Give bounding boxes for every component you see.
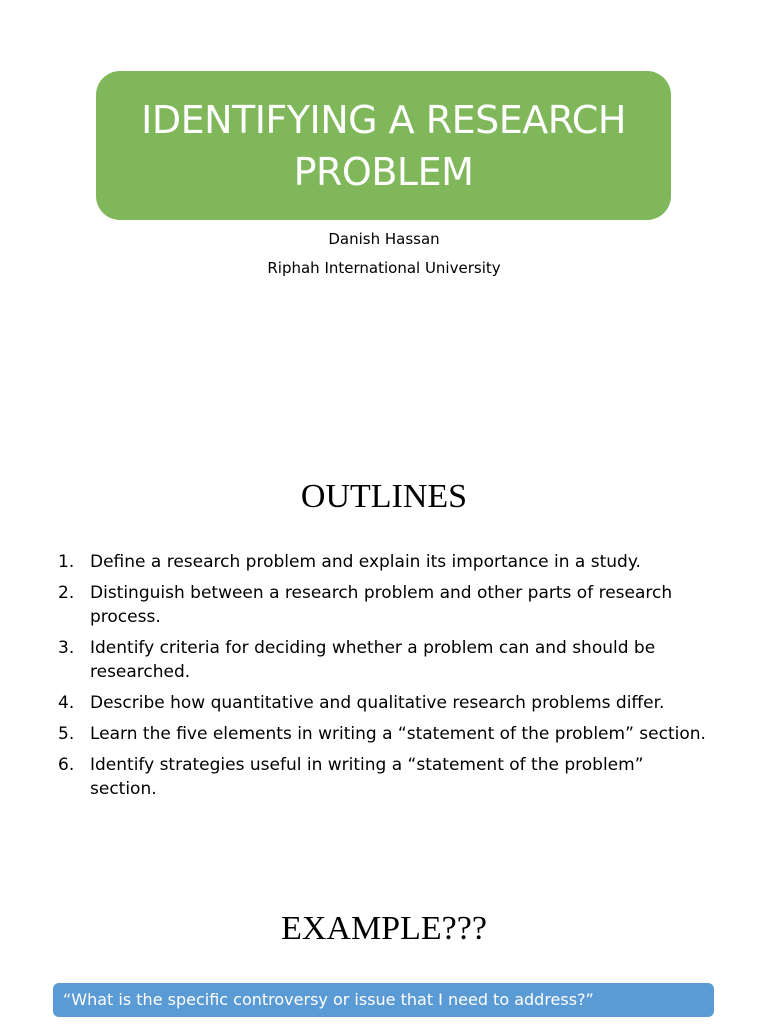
list-item-text: Distinguish between a research problem and other parts of research process. [90,583,673,627]
list-item [58,691,708,715]
list-item [58,722,708,746]
list-item-number: 5. [58,724,75,744]
outline-slide [0,440,768,860]
list-item [58,581,708,629]
list-item-text: Identify criteria for deciding whether a problem can and should be researched. [90,638,656,682]
title-slide [0,0,768,360]
list-item-number: 6. [58,755,75,775]
outline-heading: OUTLINES [300,478,468,515]
example-slide [0,880,768,1024]
author-name: Danish Hassan [328,230,440,248]
list-item [58,550,708,574]
example-heading: EXAMPLE??? [281,910,487,947]
list-item-text: Identify strategies useful in writing a “statement of the problem” section. [90,755,644,799]
list-item-text: Define a research problem and explain its importance in a study. [90,552,641,572]
list-item-number: 2. [58,583,75,603]
list-item-number: 4. [58,693,75,713]
slide-title: IDENTIFYING A RESEARCH PROBLEM [141,97,626,194]
question-callout: “What is the specific controversy or issue that I need to address?” [53,983,714,1017]
list-item-number: 1. [58,552,75,572]
title-banner [96,71,671,220]
outline-list [58,550,708,808]
list-item-text: Learn the five elements in writing a “statement of the problem” section. [90,724,706,744]
list-item-number: 3. [58,638,75,658]
list-item-text: Describe how quantitative and qualitative research problems differ. [90,693,665,713]
list-item [58,753,708,801]
author-affiliation: Riphah International University [267,259,501,277]
list-item [58,636,708,684]
